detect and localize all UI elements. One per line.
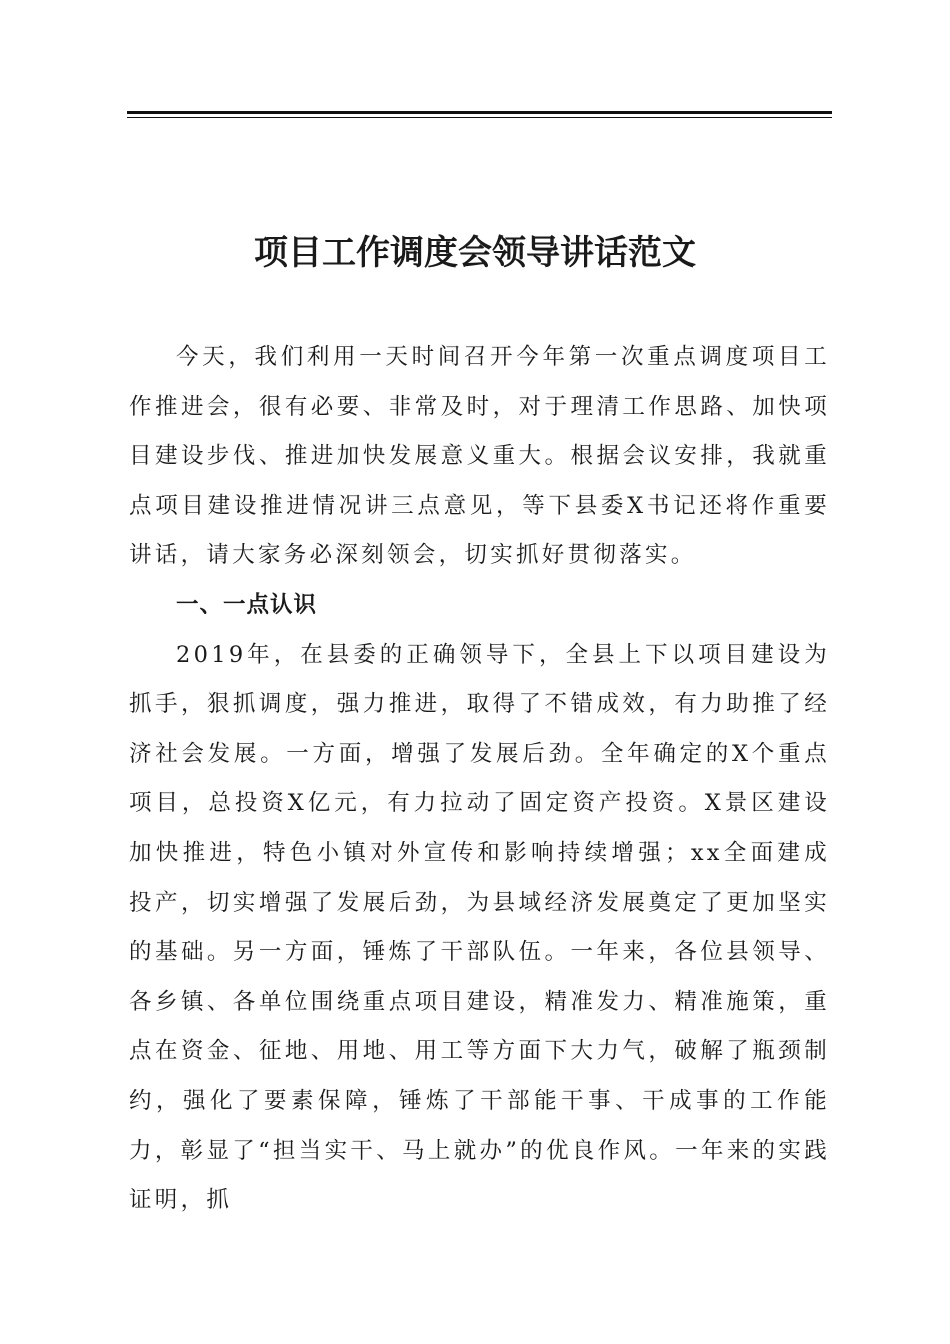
document-title: 项目工作调度会领导讲话范文 [254, 233, 696, 273]
paragraph-opening: 今天，我们利用一天时间召开今年第一次重点调度项目工作推进会，很有必要、非常及时，对于理清工作思路、加快项目建设步伐、推进加快发展意义重大。根据会议安排，我就重点项目建设推进情况讲三点意见，等下县委X书记还将作重要讲话，请大家务必深刻领会，切实抓好贯彻落实。 [129, 344, 830, 569]
section-heading-1: 一、一点认识 [176, 591, 318, 618]
header-rule-thin [127, 117, 832, 118]
document-body [129, 333, 830, 1226]
paragraph-section-1: 2019年，在县委的正确领导下，全县上下以项目建设为抓手，狠抓调度，强力推进，取得了不错成效，有力助推了经济社会发展。一方面，增强了发展后劲。全年确定的X个重点项目，总投资X亿元，有力拉动了固定资产投资。X景区建设加快推进，特色小镇对外宣传和影响持续增强；xx全面建成投产，切实增强了发展后劲，为县域经济发展奠定了更加坚实的基础。另一方面，锤炼了干部队伍。一年来，各位县领导、各乡镇、各单位围绕重点项目建设，精准发力、精准施策，重点在资金、征地、用地、用工等方面下大力气，破解了瓶颈制约，强化了要素保障，锤炼了干部能干事、干成事的工作能力，彰显了“担当实干、马上就办”的优良作风。一年来的实践证明，抓 [129, 641, 830, 1214]
header-rule-thick [127, 111, 832, 114]
